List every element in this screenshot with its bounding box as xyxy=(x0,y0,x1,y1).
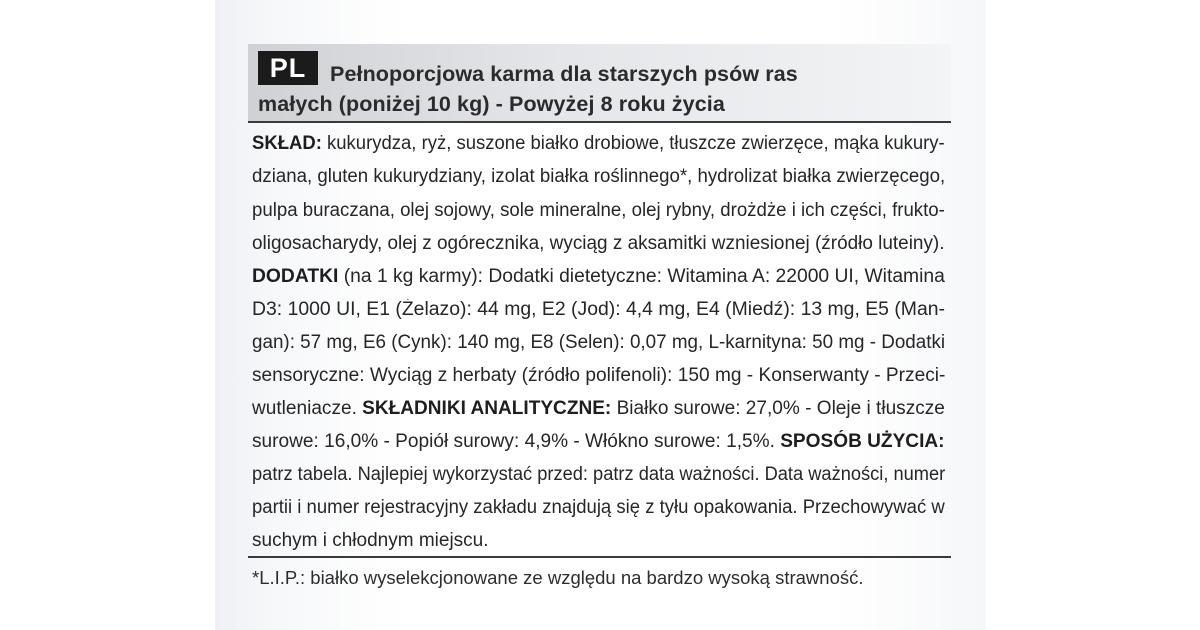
body-line xyxy=(252,200,945,222)
body-text: gan): 57 mg, E6 (Cynk): 140 mg, E8 (Selen): 0,07 mg, L-karnityna: 50 mg - Dodatki xyxy=(252,332,946,353)
section-heading-composition: SKŁAD: xyxy=(252,133,322,154)
body-line xyxy=(252,530,489,552)
body-text: Białko surowe: 27,0% - Oleje i tłuszcze xyxy=(611,398,945,419)
body-line xyxy=(252,266,945,288)
body-text: oligosacharydy, olej z ogórecznika, wyciąg z aksamitki wzniesionej (źródło luteiny). xyxy=(252,233,945,254)
body-line xyxy=(252,299,945,321)
body-text: wutleniacze. xyxy=(252,398,363,419)
body-text: patrz tabela. Najlepiej wykorzystać przed: patrz data ważności. Data ważności, numer xyxy=(252,464,946,485)
footnote: *L.I.P.: białko wyselekcjonowane ze względu na bardzo wysoką strawność. xyxy=(252,567,864,588)
body-line xyxy=(252,497,945,519)
body-line xyxy=(252,332,945,354)
body-text: pulpa buraczana, olej sojowy, sole mineralne, olej rybny, drożdże i ich części, frukto- xyxy=(252,200,945,221)
body-text: sensoryczne: Wyciąg z herbaty (źródło polifenoli): 150 mg - Konserwanty - Przeci- xyxy=(252,365,946,386)
body-line xyxy=(252,233,945,255)
section-heading-usage: SPOSÓB UŻYCIA: xyxy=(780,431,945,452)
body-line xyxy=(252,464,945,486)
section-heading-analytical: SKŁADNIKI ANALITYCZNE: xyxy=(362,398,612,419)
header-divider xyxy=(248,121,951,123)
footnote-divider xyxy=(248,556,951,558)
body-line xyxy=(252,166,945,188)
body-line xyxy=(252,133,945,155)
body-text: surowe: 16,0% - Popiół surowy: 4,9% - Włókno surowe: 1,5%. xyxy=(252,431,781,452)
product-title-line-2: małych (poniżej 10 kg) - Powyżej 8 roku życia xyxy=(258,92,725,116)
body-text: dziana, gluten kukurydziany, izolat białka roślinnego*, hydrolizat białka zwierzęcego, xyxy=(252,166,946,187)
language-badge: PL xyxy=(258,51,318,85)
section-heading-additives: DODATKI xyxy=(252,266,339,287)
body-line xyxy=(252,398,945,420)
body-text: (na 1 kg karmy): Dodatki dietetyczne: Witamina A: 22000 UI, Witamina xyxy=(338,266,945,287)
body-text: partii i numer rejestracyjny zakładu znajdują się z tyłu opakowania. Przechowywać w xyxy=(252,497,945,518)
body-text: suchym i chłodnym miejscu. xyxy=(252,530,489,551)
body-line xyxy=(252,365,945,387)
product-title-line-1: Pełnoporcjowa karma dla starszych psów ras xyxy=(330,62,798,86)
body-text: D3: 1000 UI, E1 (Żelazo): 44 mg, E2 (Jod): 4,4 mg, E4 (Miedź): 13 mg, E5 (Man- xyxy=(252,299,945,320)
body-text: kukurydza, ryż, suszone białko drobiowe, tłuszcze zwierzęce, mąka kukury- xyxy=(321,133,945,154)
body-line xyxy=(252,431,945,453)
